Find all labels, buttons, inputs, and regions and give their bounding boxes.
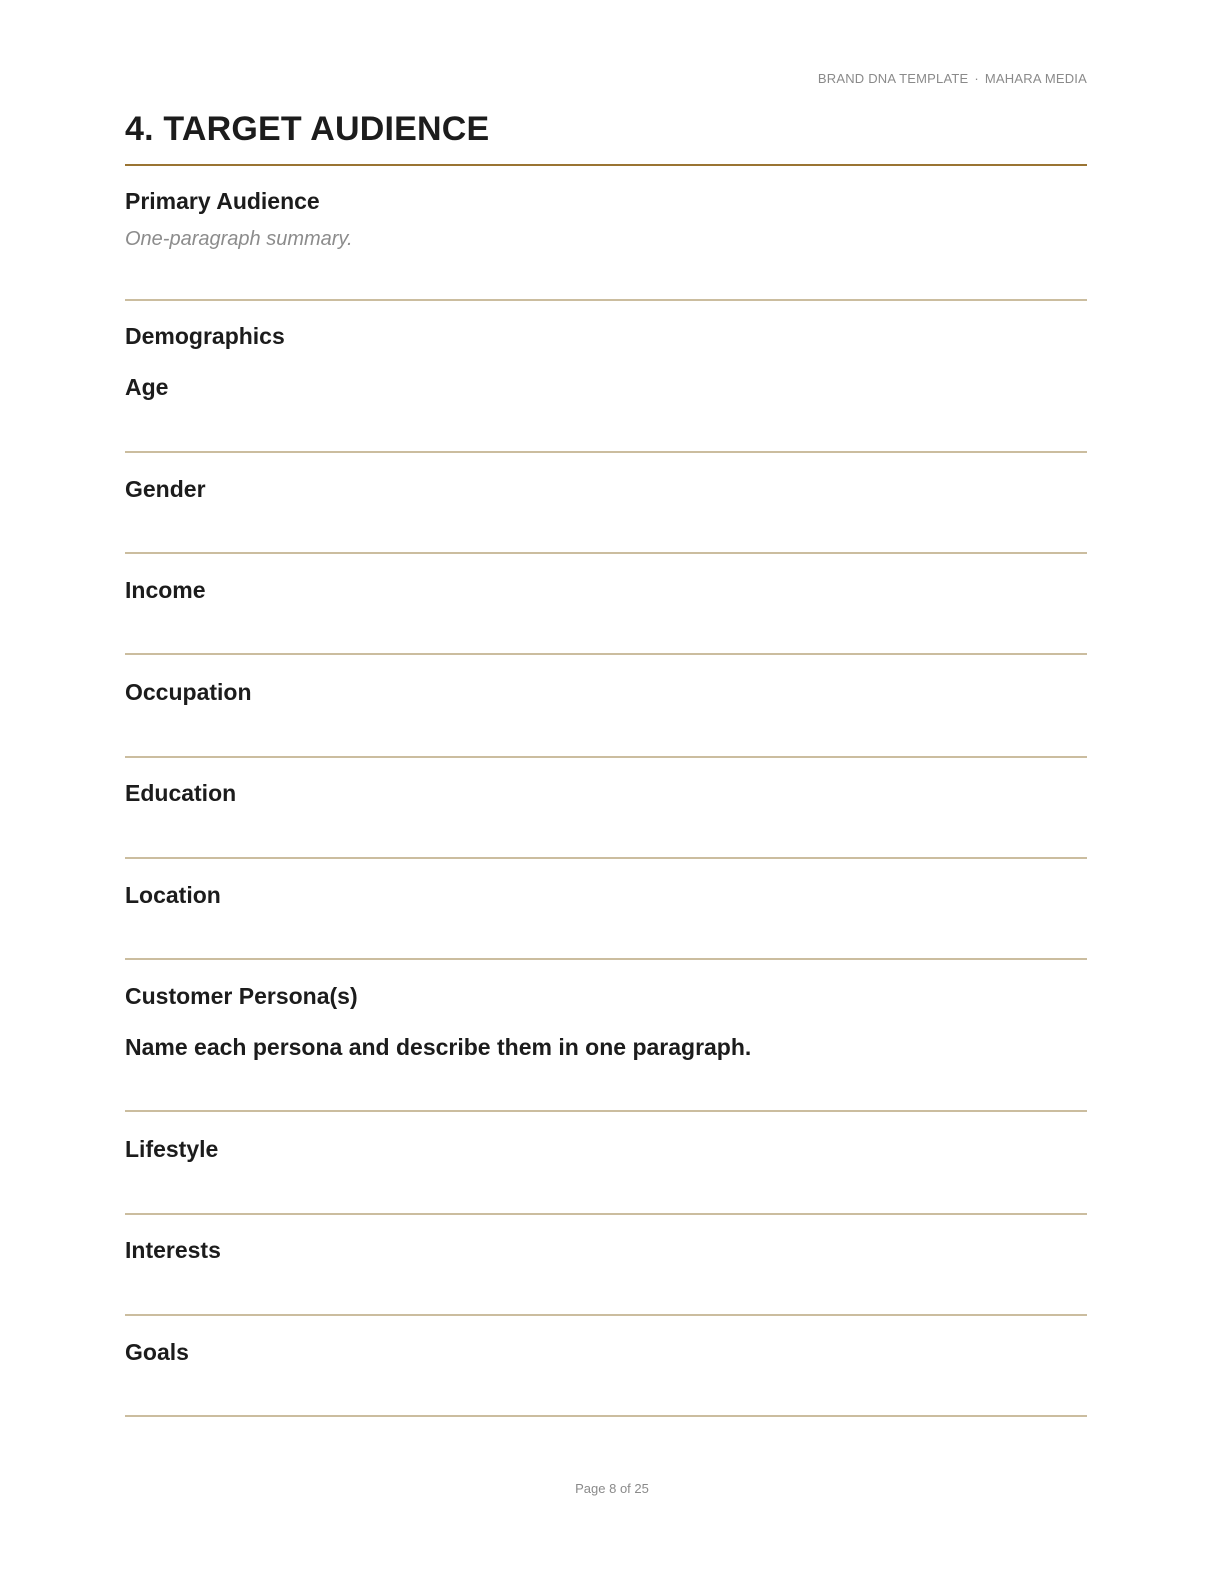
customer-personas-heading: Customer Persona(s) bbox=[125, 983, 358, 1009]
age-line[interactable] bbox=[125, 451, 1087, 453]
header-separator: · bbox=[974, 71, 979, 86]
location-label: Location bbox=[125, 882, 221, 908]
goals-line[interactable] bbox=[125, 1415, 1087, 1417]
persona-line[interactable] bbox=[125, 1110, 1087, 1112]
income-label: Income bbox=[125, 577, 206, 603]
section-title: 4. TARGET AUDIENCE bbox=[125, 110, 490, 148]
primary-audience-hint: One-paragraph summary. bbox=[125, 228, 353, 250]
running-header bbox=[818, 71, 1087, 86]
demographics-heading: Demographics bbox=[125, 323, 285, 349]
interests-line[interactable] bbox=[125, 1314, 1087, 1316]
income-line[interactable] bbox=[125, 653, 1087, 655]
age-label: Age bbox=[125, 374, 169, 400]
goals-label: Goals bbox=[125, 1339, 189, 1365]
header-template-name: BRAND DNA TEMPLATE bbox=[817, 71, 969, 86]
header-company-name: MAHARA MEDIA bbox=[984, 71, 1087, 86]
education-label: Education bbox=[125, 780, 237, 806]
title-rule bbox=[125, 164, 1087, 166]
location-line[interactable] bbox=[125, 958, 1087, 960]
occupation-line[interactable] bbox=[125, 756, 1087, 758]
lifestyle-line[interactable] bbox=[125, 1213, 1087, 1215]
gender-label: Gender bbox=[125, 476, 206, 502]
primary-audience-label: Primary Audience bbox=[125, 188, 320, 214]
education-line[interactable] bbox=[125, 857, 1087, 859]
page-number: Page 8 of 25 bbox=[575, 1481, 649, 1496]
primary-audience-line[interactable] bbox=[125, 299, 1087, 301]
gender-line[interactable] bbox=[125, 552, 1087, 554]
persona-instruction: Name each persona and describe them in one paragraph. bbox=[125, 1034, 752, 1060]
interests-label: Interests bbox=[125, 1237, 221, 1263]
lifestyle-label: Lifestyle bbox=[125, 1136, 219, 1162]
occupation-label: Occupation bbox=[125, 679, 252, 705]
